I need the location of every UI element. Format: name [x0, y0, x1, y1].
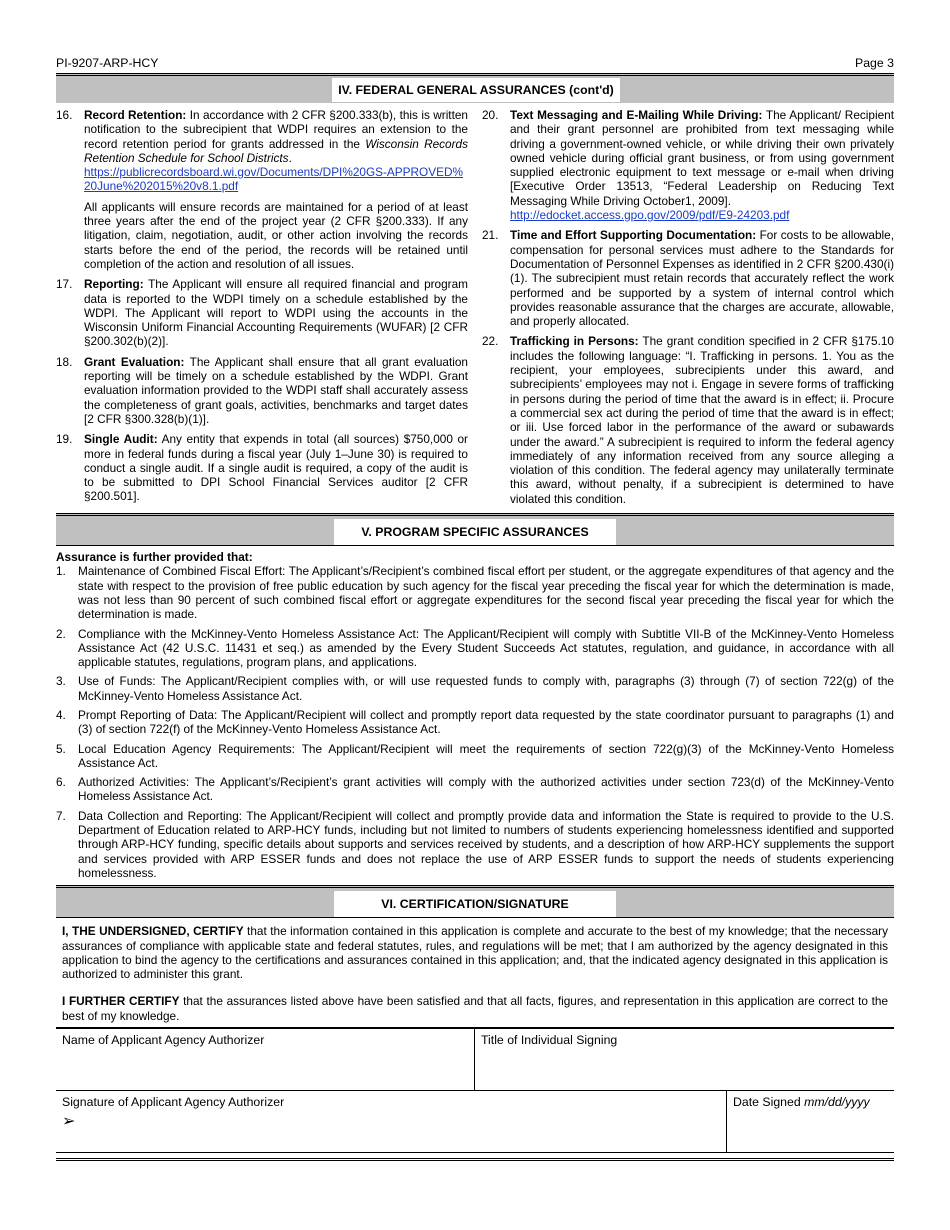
section-5-title: V. PROGRAM SPECIFIC ASSURANCES [334, 519, 616, 545]
assurance-item-18: 18. Grant Evaluation: The Applicant shall ensure that all grant evaluation reporting will be timely on a schedule established by the WDPI. Grant evaluation information provided to the WDPI staff shall accurately assess the completeness of grant goals, activities, benchmarks and target dates [2 CFR §300.328(b)(1)]. [56, 354, 468, 426]
executive-order-link[interactable]: http://edocket.access.gpo.gov/2009/pdf/E9-24203.pdf [510, 208, 790, 223]
form-page [56, 56, 894, 1161]
signature-table [56, 1027, 894, 1153]
list-item: 3. Use of Funds: The Applicant/Recipient complies with, or will use requested funds to comply with, paragraphs (3) through (7) of section 722(g) of the McKinney-Vento Homeless Assistance Act. [56, 674, 894, 703]
form-id: PI-9207-ARP-HCY [56, 56, 159, 70]
page-number: Page 3 [855, 56, 894, 70]
date-signed-field[interactable]: Date Signed mm/dd/yyyy [726, 1091, 894, 1152]
list-item: 2. Compliance with the McKinney-Vento Homeless Assistance Act: The Applicant/Recipient will comply with Subtitle VII-B of the McKinney-Vento Homeless Assistance Act (42 U.S.C. 11431 et seq.) as amended by the Every Student Succeeds Act statutes, regulation, and guidance, in accordance with all applicable statutes, regulations, program plans, and applications. [56, 626, 894, 670]
right-column [482, 108, 894, 512]
page-header [56, 56, 894, 72]
list-item: 5. Local Education Agency Requirements: The Applicant/Recipient will meet the requirements of section 722(g)(3) of the McKinney-Vento Homeless Assistance Act. [56, 741, 894, 770]
assurance-item-19: 19. Single Audit: Any entity that expends in total (all sources) $750,000 or more in federal funds during a fiscal year (July 1–June 30) is required to conduct a single audit. If a single audit is required, a copy of the audit is to be submitted to DPI School Financial Services auditor [2 CFR §200.501]. [56, 432, 468, 504]
certification-text: I, THE UNDERSIGNED, CERTIFY that the information contained in this application is complete and accurate to the best of my knowledge; that the necessary assurances of compliance with applicable state and federal statutes, rules, and regulations will be met; that I am authorized by the agency designated in this application to bind the agency to the certifications and assurances contained in this application; and, that the indicated agency designated in this application is authorized to administer this grant. I FURTHER CERTIFY that the assurances listed above have been satisfied and that all facts, figures, and representation in this application are correct to the best of my knowledge. [62, 924, 889, 1023]
signer-title-field[interactable]: Title of Individual Signing [474, 1029, 894, 1090]
list-item: 1. Maintenance of Combined Fiscal Effort: The Applicant’s/Recipient’s combined fiscal effort per student, or the aggregate expenditures of that agency and the state with respect to the provision of free public education by such agency for the fiscal year preceding the fiscal year for which the determination is made, was not less than 90 percent of such combined fiscal effort or aggregate expenditures for the second fiscal year preceding the fiscal year for which the determination is made. [56, 564, 894, 622]
section-6-header [56, 885, 894, 918]
section-4-columns [56, 108, 894, 512]
program-assurance-list [56, 564, 894, 880]
section-5-header [56, 513, 894, 546]
section-4-title: IV. FEDERAL GENERAL ASSURANCES (cont'd) [332, 78, 620, 102]
assurance-item-16: 16. Record Retention: In accordance with 2 CFR §200.333(b), this is written notification to the subrecipient that WDPI requires an extension to the record retention period for grants addressed in the Wisconsin Records Retention Schedule for School Districts. https://publicrecordsboard.wi.gov/Documents/DPI%20GS-APPROVED%20June%202015%20v8.1.pdf All applicants will ensure records are maintained for a period of at least three years after the end of the project year (2 CFR §200.333). If any litigation, claim, negotiation, audit, or other action involving the records starts before the end of the period, the records will be retained until completion of the action and resolution of all issues. [56, 108, 468, 271]
assurance-item-17: 17. Reporting: The Applicant will ensure all required financial and program data is reported to the WDPI timely on a schedule established by the WDPI. The Applicant will report to WDPI using the accounts in the Wisconsin Uniform Financial Accounting Requirements (WUFAR) [2 CFR §200.302(b)(2)]. [56, 277, 468, 349]
section-4-header [56, 73, 894, 103]
signature-field[interactable]: Signature of Applicant Agency Authorizer ➢ [56, 1091, 726, 1152]
section-6-title: VI. CERTIFICATION/SIGNATURE [334, 891, 616, 917]
bottom-rule [56, 1158, 894, 1161]
records-schedule-link[interactable]: https://publicrecordsboard.wi.gov/Documents/DPI%20GS-APPROVED%20June%202015%20v8.1.pdf [84, 165, 463, 194]
arrow-icon: ➢ [62, 1113, 76, 1131]
assurance-item-21: 21. Time and Effort Supporting Documentation: For costs to be allowable, compensation for personal services must adhere to the Standards for Documentation of Personnel Expenses as identified in 2 CFR §200.430(i)(1). The subrecipient must retain records that accurately reflect the work performed and be supported by a system of internal control which provides reasonable assurance that the charges are accurate, allowable, and properly allocated. [482, 228, 894, 329]
left-column [56, 108, 468, 512]
list-item: 7. Data Collection and Reporting: The Applicant/Recipient will collect and promptly provide data and information the State is required to provide to the U.S. Department of Education related to ARP-HCY funds, including but not limited to numbers of students experiencing homelessness identified and supported through ARP-HCY funding, specific details about supports and services received by students, and a description of how ARP-HCY supplements the support and services provided with ARP ESSER funds and does not replace the use of ARP ESSER funds to support the needs of students experiencing homelessness. [56, 808, 894, 880]
list-item: 6. Authorized Activities: The Applicant’s/Recipient’s grant activities will comply with the authorized activities under section 723(d) of the McKinney-Vento Homeless Assistance Act. [56, 775, 894, 804]
section-5-lead: Assurance is further provided that: [56, 550, 253, 565]
assurance-item-20: 20. Text Messaging and E-Mailing While Driving: The Applicant/ Recipient and their grant personnel are prohibited from text messaging while driving a government-owned vehicle, or while driving their own privately owned vehicle during official grant business, or from using government supplied electronic equipment to text message or e-mail when driving [Executive Order 13513, “Federal Leadership on Reducing Text Messaging While Driving October1, 2009]. http://edocket.access.gpo.gov/2009/pdf/E9-24203.pdf [482, 108, 894, 223]
authorizer-name-field[interactable]: Name of Applicant Agency Authorizer [62, 1033, 265, 1048]
list-item: 4. Prompt Reporting of Data: The Applicant/Recipient will collect and promptly report data requested by the state coordinator pursuant to paragraphs (1) and (3) of section 722(f) of the McKinney-Vento Homeless Assistance Act. [56, 707, 894, 737]
assurance-item-22: 22. Trafficking in Persons: The grant condition specified in 2 CFR §175.10 includes the following language: “I. Trafficking in persons. 1. You as the recipient, your employees, subrecipients under this award, and subrecipients’ employees may not i. Engage in severe forms of trafficking in persons during the period of time that the award is in effect; ii. Procure a commercial sex act during the period of time that the award is in effect; or iii. Use forced labor in the performance of the award or subawards under the award.” A subrecipient is required to inform the federal agency immediately of any information received from any source alleging a violation of this condition. The federal agency may unilaterally terminate this award, without penalty, if a subrecipient is determined to have violated this condition. [482, 334, 894, 506]
